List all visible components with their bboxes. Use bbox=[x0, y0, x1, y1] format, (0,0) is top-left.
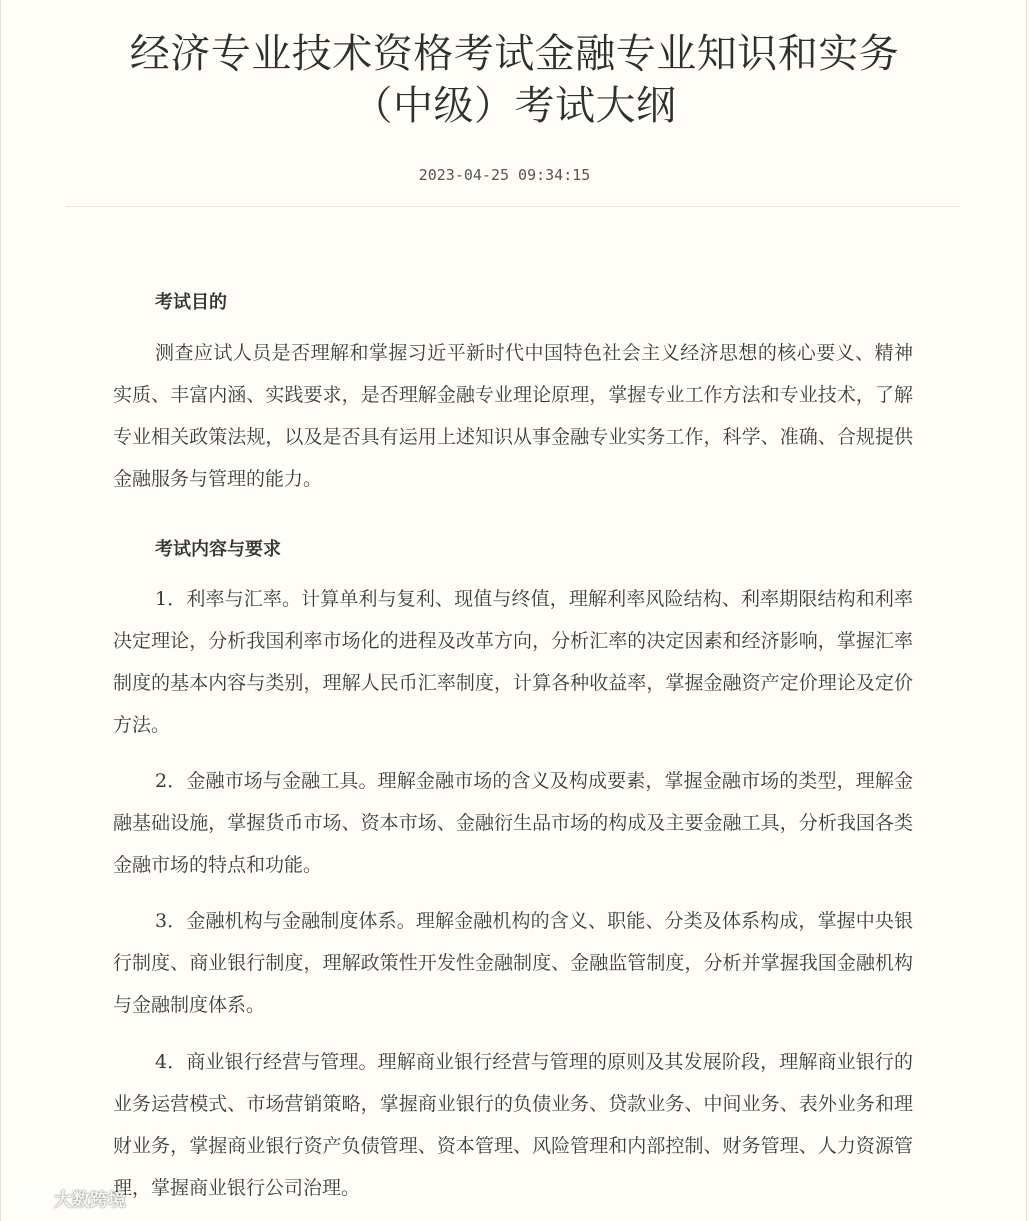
content-item-4: 4．商业银行经营与管理。理解商业银行经营与管理的原则及其发展阶段，理解商业银行的业务运营模式、市场营销策略，掌握商业银行的负债业务、贷款业务、中间业务、表外业务和理财业务，掌握商业银行资产负债管理、资本管理、风险管理和内部控制、财务管理、人力资源管理，掌握商业银行公司治理。 bbox=[113, 1051, 913, 1199]
section-heading-purpose: 考试目的 bbox=[155, 292, 227, 313]
watermark bbox=[6, 1184, 126, 1214]
content-item-3: 3．金融机构与金融制度体系。理解金融机构的含义、职能、分类及体系构成，掌握中央银行制度、商业银行制度，理解政策性开发性金融制度、金融监管制度，分析并掌握我国金融机构与金融制度体系。 bbox=[113, 910, 913, 1016]
content-item-2: 2．金融市场与金融工具。理解金融市场的含义及构成要素，掌握金融市场的类型，理解金融基础设施，掌握货币市场、资本市场、金融衍生品市场的构成及主要金融工具，分析我国各类金融市场的特点和功能。 bbox=[113, 770, 913, 876]
publish-date: 2023-04-25 09:34:15 bbox=[418, 166, 591, 184]
section-heading-content: 考试内容与要求 bbox=[155, 539, 281, 560]
title-divider bbox=[66, 206, 960, 207]
watermark-logo-icon bbox=[6, 1187, 50, 1211]
watermark-text: 大数跨境 bbox=[54, 1190, 126, 1211]
content-item-1: 1．利率与汇率。计算单利与复利、现值与终值，理解利率风险结构、利率期限结构和利率决定理论，分析我国利率市场化的进程及改革方向，分析汇率的决定因素和经济影响，掌握汇率制度的基本内容与类别，理解人民币汇率制度，计算各种收益率，掌握金融资产定价理论及定价方法。 bbox=[113, 588, 913, 736]
purpose-paragraph: 测查应试人员是否理解和掌握习近平新时代中国特色社会主义经济思想的核心要义、精神实质、丰富内涵、实践要求，是否理解金融专业理论原理，掌握专业工作方法和专业技术，了解专业相关政策法规，以及是否具有运用上述知识从事金融专业实务工作，科学、准确、合规提供金融服务与管理的能力。 bbox=[113, 342, 913, 490]
article-title: 经济专业技术资格考试金融专业知识和实务（中级）考试大纲 bbox=[129, 31, 900, 129]
